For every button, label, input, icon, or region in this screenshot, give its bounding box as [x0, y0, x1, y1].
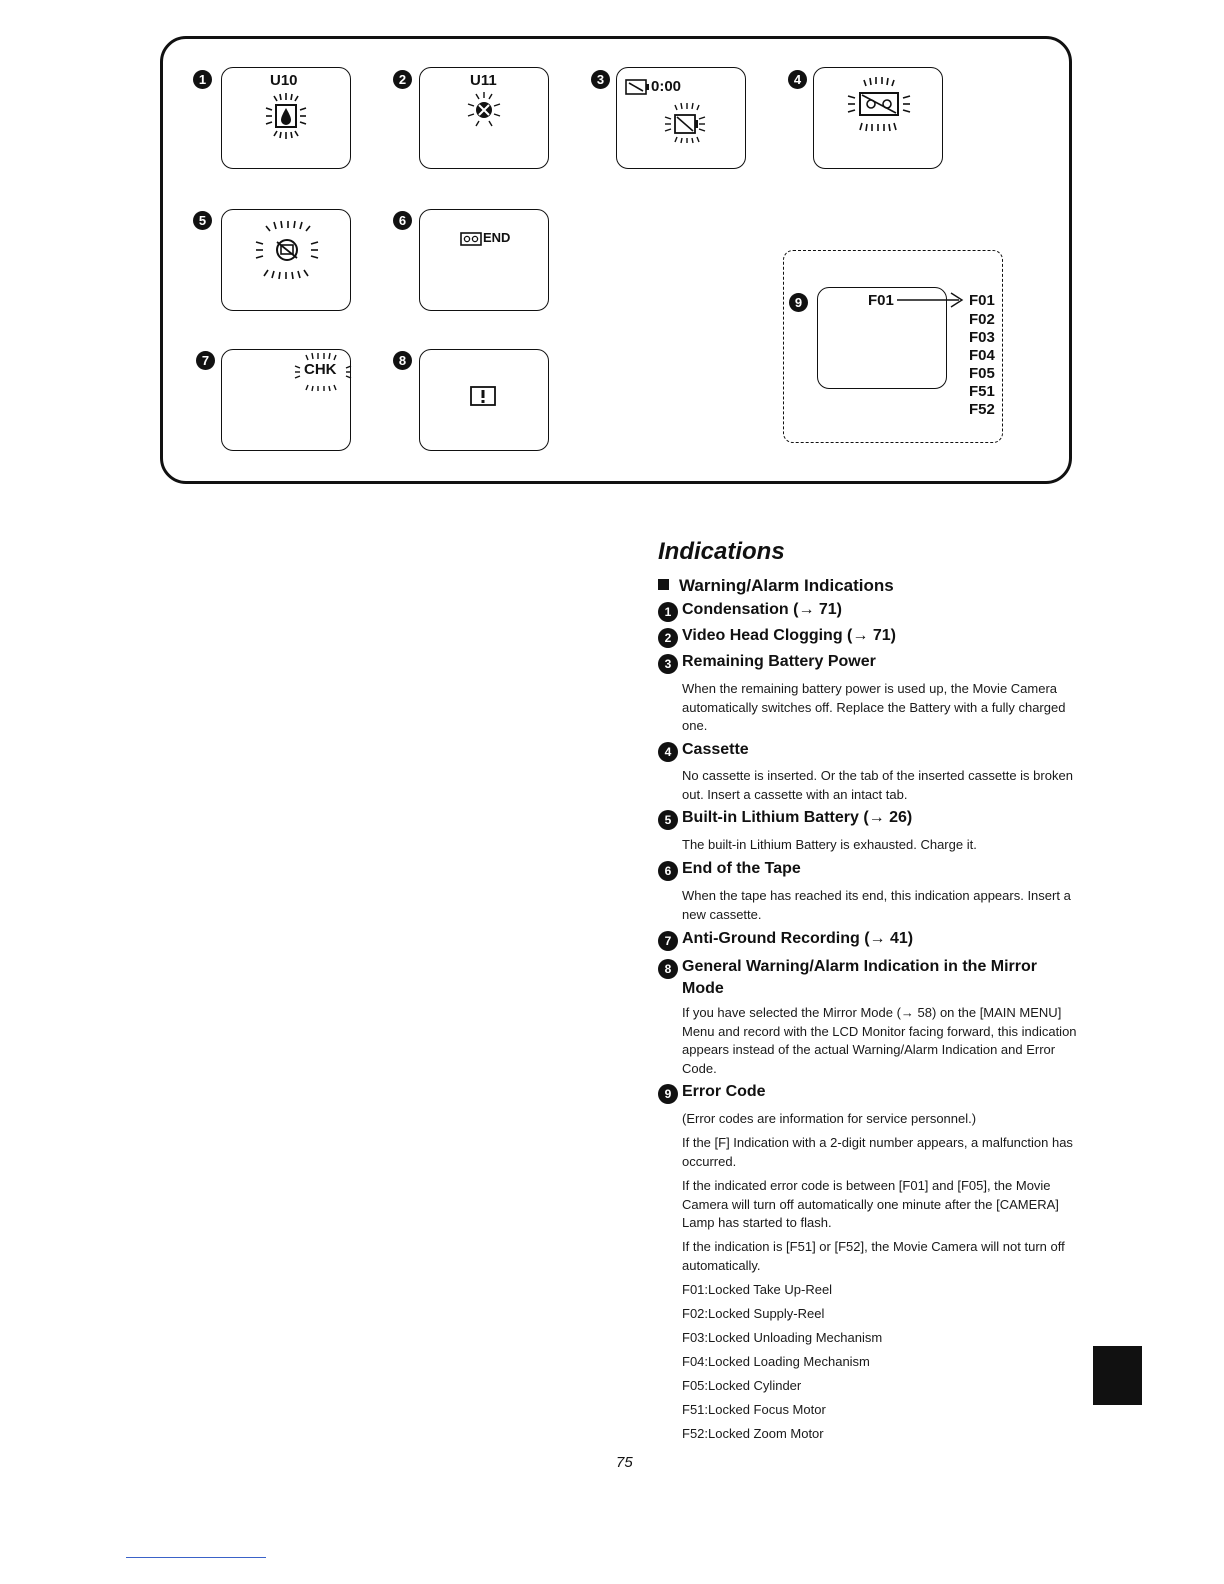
- error-paragraph: If the indicated error code is between [F01] and [F05], the Movie Camera will turn off automatically one minute after the [CAMERA] Lamp has started to flash.: [682, 1178, 1059, 1230]
- item-6-heading: [658, 860, 801, 881]
- item-9-number: 9: [658, 1084, 678, 1104]
- item-8-title-continued: Mode: [682, 980, 724, 997]
- error-code-item: F03: [969, 329, 995, 346]
- screen-7-chk-label: CHK: [304, 361, 337, 378]
- sub-title-text: Warning/Alarm Indications: [679, 576, 894, 595]
- item-5-body: The built-in Lithium Battery is exhausted. Charge it.: [682, 837, 977, 852]
- error-list-item: F05:Locked Cylinder: [682, 1378, 802, 1393]
- item-3-body: When the remaining battery power is used up, the Movie Camera automatically switches off. Replace the Battery with a fully charged one.: [682, 681, 1066, 733]
- item-7-title: Anti-Ground Recording (→ 41): [682, 930, 914, 947]
- error-paragraph: If the indication is [F51] or [F52], the Movie Camera will not turn off automatically.: [682, 1239, 1065, 1273]
- item-4-title: Cassette: [682, 741, 749, 758]
- screen-4-display: [813, 67, 943, 169]
- item-5-number: 5: [658, 810, 678, 830]
- item-5-heading: [658, 809, 912, 830]
- screen-7-number: 7: [196, 351, 215, 370]
- item-9-heading: [658, 1083, 766, 1104]
- head-clog-icon: [464, 90, 504, 130]
- condensation-drop-icon: [258, 92, 314, 140]
- error-code-item: F52: [969, 401, 995, 418]
- item-1-heading: [658, 601, 842, 622]
- arrow-right-icon: [895, 290, 969, 310]
- item-4-heading: [658, 741, 749, 762]
- battery-icon: [657, 102, 713, 144]
- page-number: 75: [616, 1454, 633, 1471]
- error-list-item: F02:Locked Supply-Reel: [682, 1306, 825, 1321]
- cassette-icon: [842, 76, 916, 132]
- square-bullet-icon: [658, 579, 669, 590]
- screen-3-time: 0:00: [651, 78, 682, 95]
- item-2-title: Video Head Clogging (→ 71): [682, 627, 896, 644]
- error-list-item: F52:Locked Zoom Motor: [682, 1426, 824, 1441]
- error-code-item: F04: [969, 347, 995, 364]
- bottom-rule: [126, 1557, 266, 1558]
- error-code-item: F01: [969, 292, 995, 309]
- error-code-item: F02: [969, 311, 995, 328]
- tape-counter-icon: [625, 79, 649, 95]
- section-title: Indications: [658, 538, 785, 565]
- chapter-thumb-tab: [1093, 1346, 1142, 1405]
- error-list-item: F04:Locked Loading Mechanism: [682, 1354, 870, 1369]
- screen-6-display: [419, 209, 549, 311]
- screen-6-number: 6: [393, 211, 412, 230]
- screen-5-display: [221, 209, 351, 311]
- screen-1-number: 1: [193, 70, 212, 89]
- item-6-body: When the tape has reached its end, this indication appears. Insert a new cassette.: [682, 888, 1071, 922]
- item-8-heading: [658, 957, 1037, 999]
- screen-2-display: [419, 67, 549, 169]
- screen-3-display: [616, 67, 746, 169]
- item-8-body: If you have selected the Mirror Mode (→ 58) on the [MAIN MENU] Menu and record with the LCD Monitor facing forward, this indication appears instead of the actual Warning/Alarm Indication and Error Code.: [682, 1005, 1077, 1076]
- item-2-heading: [658, 627, 896, 648]
- screen-8-number: 8: [393, 351, 412, 370]
- item-7-heading: [658, 930, 913, 951]
- item-2-number: 2: [658, 628, 678, 648]
- screen-1-display: [221, 67, 351, 169]
- item-6-title: End of the Tape: [682, 860, 801, 877]
- item-8-number: 8: [658, 959, 678, 979]
- screen-8-display: [419, 349, 549, 451]
- screen-5-number: 5: [193, 211, 212, 230]
- item-7-number: 7: [658, 931, 678, 951]
- error-list-item: F01:Locked Take Up-Reel: [682, 1282, 833, 1297]
- screen-6-end-label: END: [483, 230, 511, 245]
- tape-end-icon: [460, 232, 482, 246]
- error-code-item: F51: [969, 383, 995, 400]
- lithium-battery-icon: [250, 220, 324, 280]
- sub-title: [658, 576, 894, 596]
- warning-box-icon: [470, 386, 496, 406]
- screen-7-display: [221, 349, 351, 451]
- item-4-number: 4: [658, 742, 678, 762]
- item-6-number: 6: [658, 861, 678, 881]
- item-9-title: Error Code: [682, 1083, 766, 1100]
- item-3-number: 3: [658, 654, 678, 674]
- item-3-heading: [658, 653, 876, 674]
- error-list-item: F03:Locked Unloading Mechanism: [682, 1330, 883, 1345]
- error-list-item: F51:Locked Focus Motor: [682, 1402, 826, 1417]
- screen-2-number: 2: [393, 70, 412, 89]
- error-code-item: F05: [969, 365, 995, 382]
- item-5-title: Built-in Lithium Battery (→ 26): [682, 809, 913, 826]
- item-1-title: Condensation (→ 71): [682, 601, 843, 618]
- error-paragraph: (Error codes are information for service personnel.): [682, 1111, 977, 1126]
- screen-9-number: 9: [789, 293, 808, 312]
- item-1-number: 1: [658, 602, 678, 622]
- screen-4-number: 4: [788, 70, 807, 89]
- screen-9-code: F01: [868, 292, 894, 309]
- error-paragraph: If the [F] Indication with a 2-digit number appears, a malfunction has occurred.: [682, 1135, 1073, 1169]
- item-8-title: General Warning/Alarm Indication in the Mirror: [682, 958, 1038, 975]
- item-4-body: No cassette is inserted. Or the tab of the inserted cassette is broken out. Insert a cassette with an intact tab.: [682, 768, 1073, 802]
- item-3-title: Remaining Battery Power: [682, 653, 876, 670]
- screen-3-number: 3: [591, 70, 610, 89]
- screen-2-code: U11: [470, 72, 497, 89]
- screen-1-code: U10: [270, 72, 298, 89]
